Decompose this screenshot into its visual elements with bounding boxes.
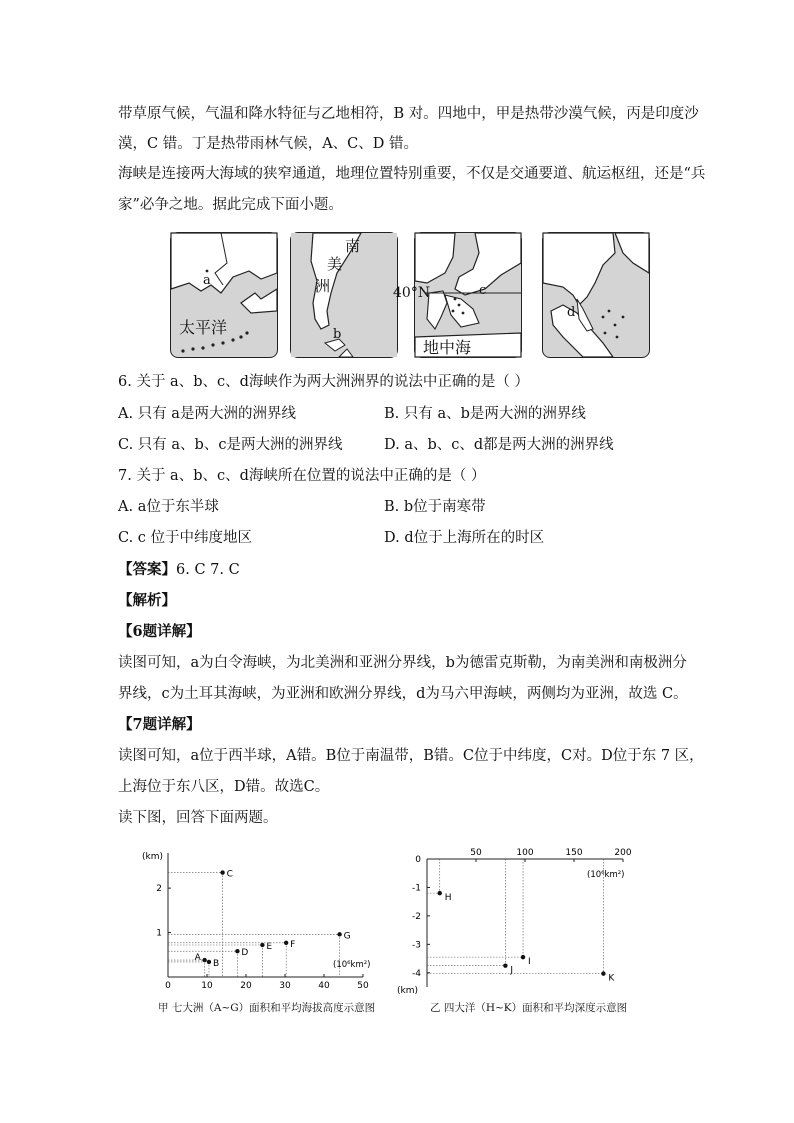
map-turkish-straits: [393, 232, 522, 358]
x-tick-label: 50: [357, 981, 369, 991]
data-point: [220, 870, 224, 874]
data-point: [260, 943, 264, 947]
q6-detail-line: 界线，c为土耳其海峡，为亚洲和欧洲分界线，d为马六甲海峡，两侧均为亚洲，故选 C。: [118, 686, 688, 702]
point-label: I: [528, 957, 531, 968]
map-label-d: d: [567, 305, 576, 320]
question-6-option-c: C. 只有 a、b、c是两大洲的洲界线: [118, 437, 343, 453]
map-label-nan: 南: [345, 237, 361, 255]
x-axis-label: (10⁶km²): [333, 960, 371, 970]
paragraph-line: 漠，C 错。丁是热带雨林气候，A、C、D 错。: [118, 136, 419, 152]
continents-chart: [140, 845, 380, 995]
question-7-stem: 7. 关于 a、b、c、d海峡所在位置的说法中正确的是（ ）: [118, 468, 486, 484]
data-point: [207, 960, 211, 964]
y-axis-label: (km): [142, 852, 164, 862]
point-label: K: [608, 973, 615, 984]
answer-label: 【答案】: [118, 561, 176, 578]
x-axis-label: (10⁶km²): [587, 870, 625, 880]
q6-detail-line: 读图可知，a为白令海峡，为北美洲和亚洲分界线，b为德雷克斯勒，为南美洲和南极洲分: [118, 655, 687, 671]
point-label: E: [266, 942, 273, 952]
question-7-option-c: C. c 位于中纬度地区: [118, 530, 253, 546]
answer-text: 6. C 7. C: [176, 562, 240, 578]
point-label: F: [290, 939, 296, 950]
q7-detail-line: 上海位于东八区，D错。故选C。: [118, 779, 330, 795]
map-label-40n: 40°N: [393, 285, 431, 301]
point-label: G: [343, 931, 351, 942]
answer-line: [118, 560, 240, 580]
analysis-heading: 【解析】: [118, 592, 176, 609]
x-tick-label: 150: [565, 848, 583, 858]
x-tick-label: 200: [614, 848, 632, 858]
question-7-option-a: A. a位于东半球: [118, 499, 219, 515]
question-6-option-a: A. 只有 a是两大洲的洲界线: [118, 406, 296, 422]
question-6-option-d: D. a、b、c、d都是两大洲的洲界线: [384, 437, 614, 453]
point-label: B: [212, 958, 220, 969]
x-tick-label: 40: [318, 981, 330, 991]
data-point: [337, 932, 341, 936]
oceans-chart: [395, 845, 655, 995]
y-tick-label: 0: [415, 855, 421, 865]
q7-detail-line: 读图可知，a位于西半球，A错。B位于南温带，B错。C位于中纬度，C对。D位于东 7 区，: [118, 748, 704, 764]
point-label: J: [510, 965, 514, 976]
map-label-c: c: [479, 283, 487, 298]
y-tick-label: -4: [412, 968, 421, 979]
y-tick-label: 1: [156, 928, 162, 939]
map-shape: [543, 233, 649, 357]
map-shape: [171, 233, 277, 357]
point-label: A: [194, 953, 201, 964]
x-tick-label: 0: [165, 981, 171, 991]
instruction-line: 读下图，回答下面两题。: [118, 810, 278, 826]
q6-detail-heading: 【6题详解】: [118, 623, 201, 640]
map-label-pacific: 太平洋: [179, 318, 228, 337]
map-label-mei: 美: [327, 255, 343, 273]
map-label-mediterranean: 地中海: [423, 338, 472, 357]
paragraph-line: 海峡是连接两大海域的狭窄通道，地理位置特别重要，不仅是交通要道、航运枢纽，还是“兵: [118, 166, 706, 182]
y-tick-label: -2: [412, 911, 421, 922]
paragraph-line: 家”必争之地。据此完成下面小题。: [118, 197, 343, 213]
continents-chart-caption: 甲 七大洲（A~G）面积和平均海拔高度示意图: [158, 1002, 376, 1014]
point-label: D: [241, 948, 249, 959]
q7-detail-heading: 【7题详解】: [118, 716, 201, 733]
data-point: [438, 891, 442, 895]
data-point: [284, 941, 288, 945]
data-point: [601, 971, 605, 975]
map-label-b: b: [333, 327, 342, 342]
question-6-option-b: B. 只有 a、b是两大洲的洲界线: [384, 406, 586, 422]
data-point: [503, 963, 507, 967]
y-tick-label: 2: [156, 884, 162, 895]
y-axis-label: (km): [397, 986, 419, 996]
y-tick-label: -3: [412, 940, 421, 951]
x-tick-label: 30: [279, 981, 291, 991]
question-7-option-b: B. b位于南寒带: [384, 499, 486, 515]
x-tick-label: 50: [470, 848, 482, 858]
map-malacca-strait: [542, 232, 650, 358]
map-label-a: a: [203, 273, 211, 288]
data-point: [235, 949, 239, 953]
x-tick-label: 10: [201, 981, 213, 991]
map-drake-passage: [290, 232, 398, 358]
question-6-stem: 6. 关于 a、b、c、d海峡作为两大洲洲界的说法中正确的是（ ）: [118, 374, 529, 390]
map-label-zhou: 洲: [315, 277, 331, 295]
x-tick-label: 20: [240, 981, 252, 991]
map-bering-strait: [170, 232, 278, 358]
point-label: H: [444, 893, 452, 904]
data-point: [521, 955, 525, 959]
paragraph-line: 带草原气候，气温和降水特征与乙地相符，B 对。四地中，甲是热带沙漠气候，丙是印度沙: [118, 106, 699, 122]
question-7-option-d: D. d位于上海所在的时区: [384, 530, 545, 546]
map-shape: [291, 233, 397, 357]
x-tick-label: 100: [516, 848, 534, 858]
y-tick-label: -1: [412, 883, 421, 894]
oceans-chart-caption: 乙 四大洋（H~K）面积和平均深度示意图: [430, 1002, 628, 1014]
point-label: C: [226, 869, 233, 880]
